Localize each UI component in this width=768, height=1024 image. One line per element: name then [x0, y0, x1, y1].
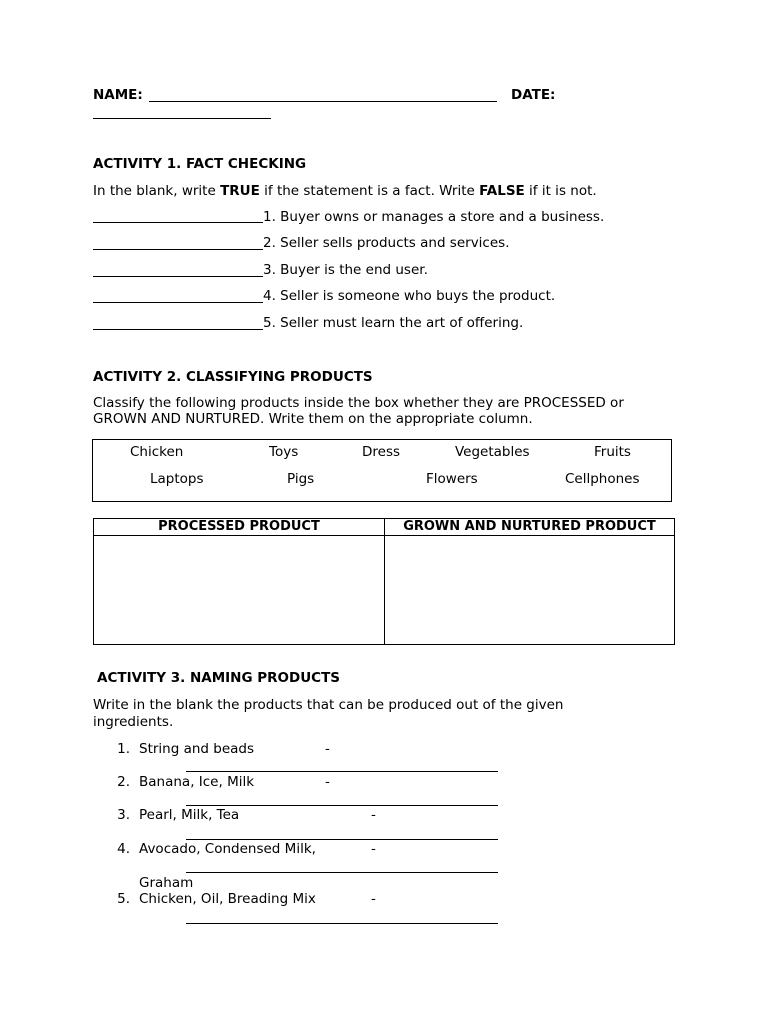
- ingredients-text-continued: Graham: [139, 875, 194, 891]
- word-laptops: Laptops: [150, 471, 204, 487]
- fact-item-2: 2. Seller sells products and services.: [263, 235, 510, 251]
- answer-blank-3[interactable]: [93, 276, 263, 277]
- product-answer-blank-3[interactable]: [186, 839, 498, 840]
- dash: -: [325, 741, 330, 757]
- name-blank[interactable]: [149, 101, 497, 102]
- instruction-text: In the blank, write: [93, 183, 221, 199]
- true-keyword: TRUE: [220, 183, 260, 199]
- item-number: 1.: [117, 741, 130, 757]
- product-answer-blank-2[interactable]: [186, 805, 498, 806]
- item-number: 5.: [117, 891, 130, 907]
- dash: -: [371, 891, 376, 907]
- dash: -: [325, 774, 330, 790]
- answer-blank-4[interactable]: [93, 302, 263, 303]
- activity2-instruction-line1: Classify the following products inside the box whether they are PROCESSED or: [93, 395, 624, 411]
- answer-blank-1[interactable]: [93, 222, 263, 223]
- word-bank-box: [92, 439, 672, 502]
- ingredients-text: Pearl, Milk, Tea: [139, 807, 240, 823]
- fact-item-4: 4. Seller is someone who buys the product.: [263, 288, 556, 304]
- word-chicken: Chicken: [130, 444, 184, 460]
- dash: -: [371, 841, 376, 857]
- activity1-instruction: [93, 183, 597, 199]
- product-answer-blank-1[interactable]: [186, 771, 498, 772]
- product-answer-blank-4[interactable]: [186, 872, 498, 873]
- ingredients-text: Chicken, Oil, Breading Mix: [139, 891, 316, 907]
- false-keyword: FALSE: [479, 183, 525, 199]
- word-dress: Dress: [362, 444, 401, 460]
- item-number: 4.: [117, 841, 130, 857]
- word-fruits: Fruits: [594, 444, 631, 460]
- activity3-title: ACTIVITY 3. NAMING PRODUCTS: [97, 670, 341, 686]
- word-pigs: Pigs: [287, 471, 315, 487]
- instruction-text: if the statement is a fact. Write: [259, 183, 480, 199]
- date-blank[interactable]: [93, 118, 271, 119]
- answer-blank-5[interactable]: [93, 329, 263, 330]
- activity1-title: ACTIVITY 1. FACT CHECKING: [93, 156, 307, 172]
- item-number: 3.: [117, 807, 130, 823]
- word-toys: Toys: [269, 444, 299, 460]
- ingredients-text: String and beads: [139, 741, 255, 757]
- processed-product-cell[interactable]: [94, 536, 384, 644]
- word-vegetables: Vegetables: [455, 444, 530, 460]
- ingredients-text: Banana, Ice, Milk: [139, 774, 255, 790]
- date-label: DATE:: [511, 87, 556, 103]
- activity2-title: ACTIVITY 2. CLASSIFYING PRODUCTS: [93, 369, 373, 385]
- fact-item-5: 5. Seller must learn the art of offering.: [263, 315, 524, 331]
- grown-nurtured-cell[interactable]: [385, 536, 674, 644]
- ingredients-text: Avocado, Condensed Milk,: [139, 841, 316, 857]
- grown-nurtured-header: GROWN AND NURTURED PRODUCT: [385, 519, 674, 536]
- fact-item-1: 1. Buyer owns or manages a store and a business.: [263, 209, 605, 225]
- item-number: 2.: [117, 774, 130, 790]
- word-cellphones: Cellphones: [565, 471, 640, 487]
- dash: -: [371, 807, 376, 823]
- activity3-instruction-line1: Write in the blank the products that can be produced out of the given: [93, 697, 564, 713]
- product-answer-blank-5[interactable]: [186, 923, 498, 924]
- answer-blank-2[interactable]: [93, 249, 263, 250]
- instruction-text: if it is not.: [524, 183, 597, 199]
- classification-table: [93, 518, 675, 645]
- fact-item-3: 3. Buyer is the end user.: [263, 262, 428, 278]
- activity3-instruction-line2: ingredients.: [93, 714, 174, 730]
- activity2-instruction-line2: GROWN AND NURTURED. Write them on the appropriate column.: [93, 411, 533, 427]
- name-label: NAME:: [93, 87, 143, 103]
- word-flowers: Flowers: [426, 471, 478, 487]
- processed-product-header: PROCESSED PRODUCT: [94, 519, 384, 536]
